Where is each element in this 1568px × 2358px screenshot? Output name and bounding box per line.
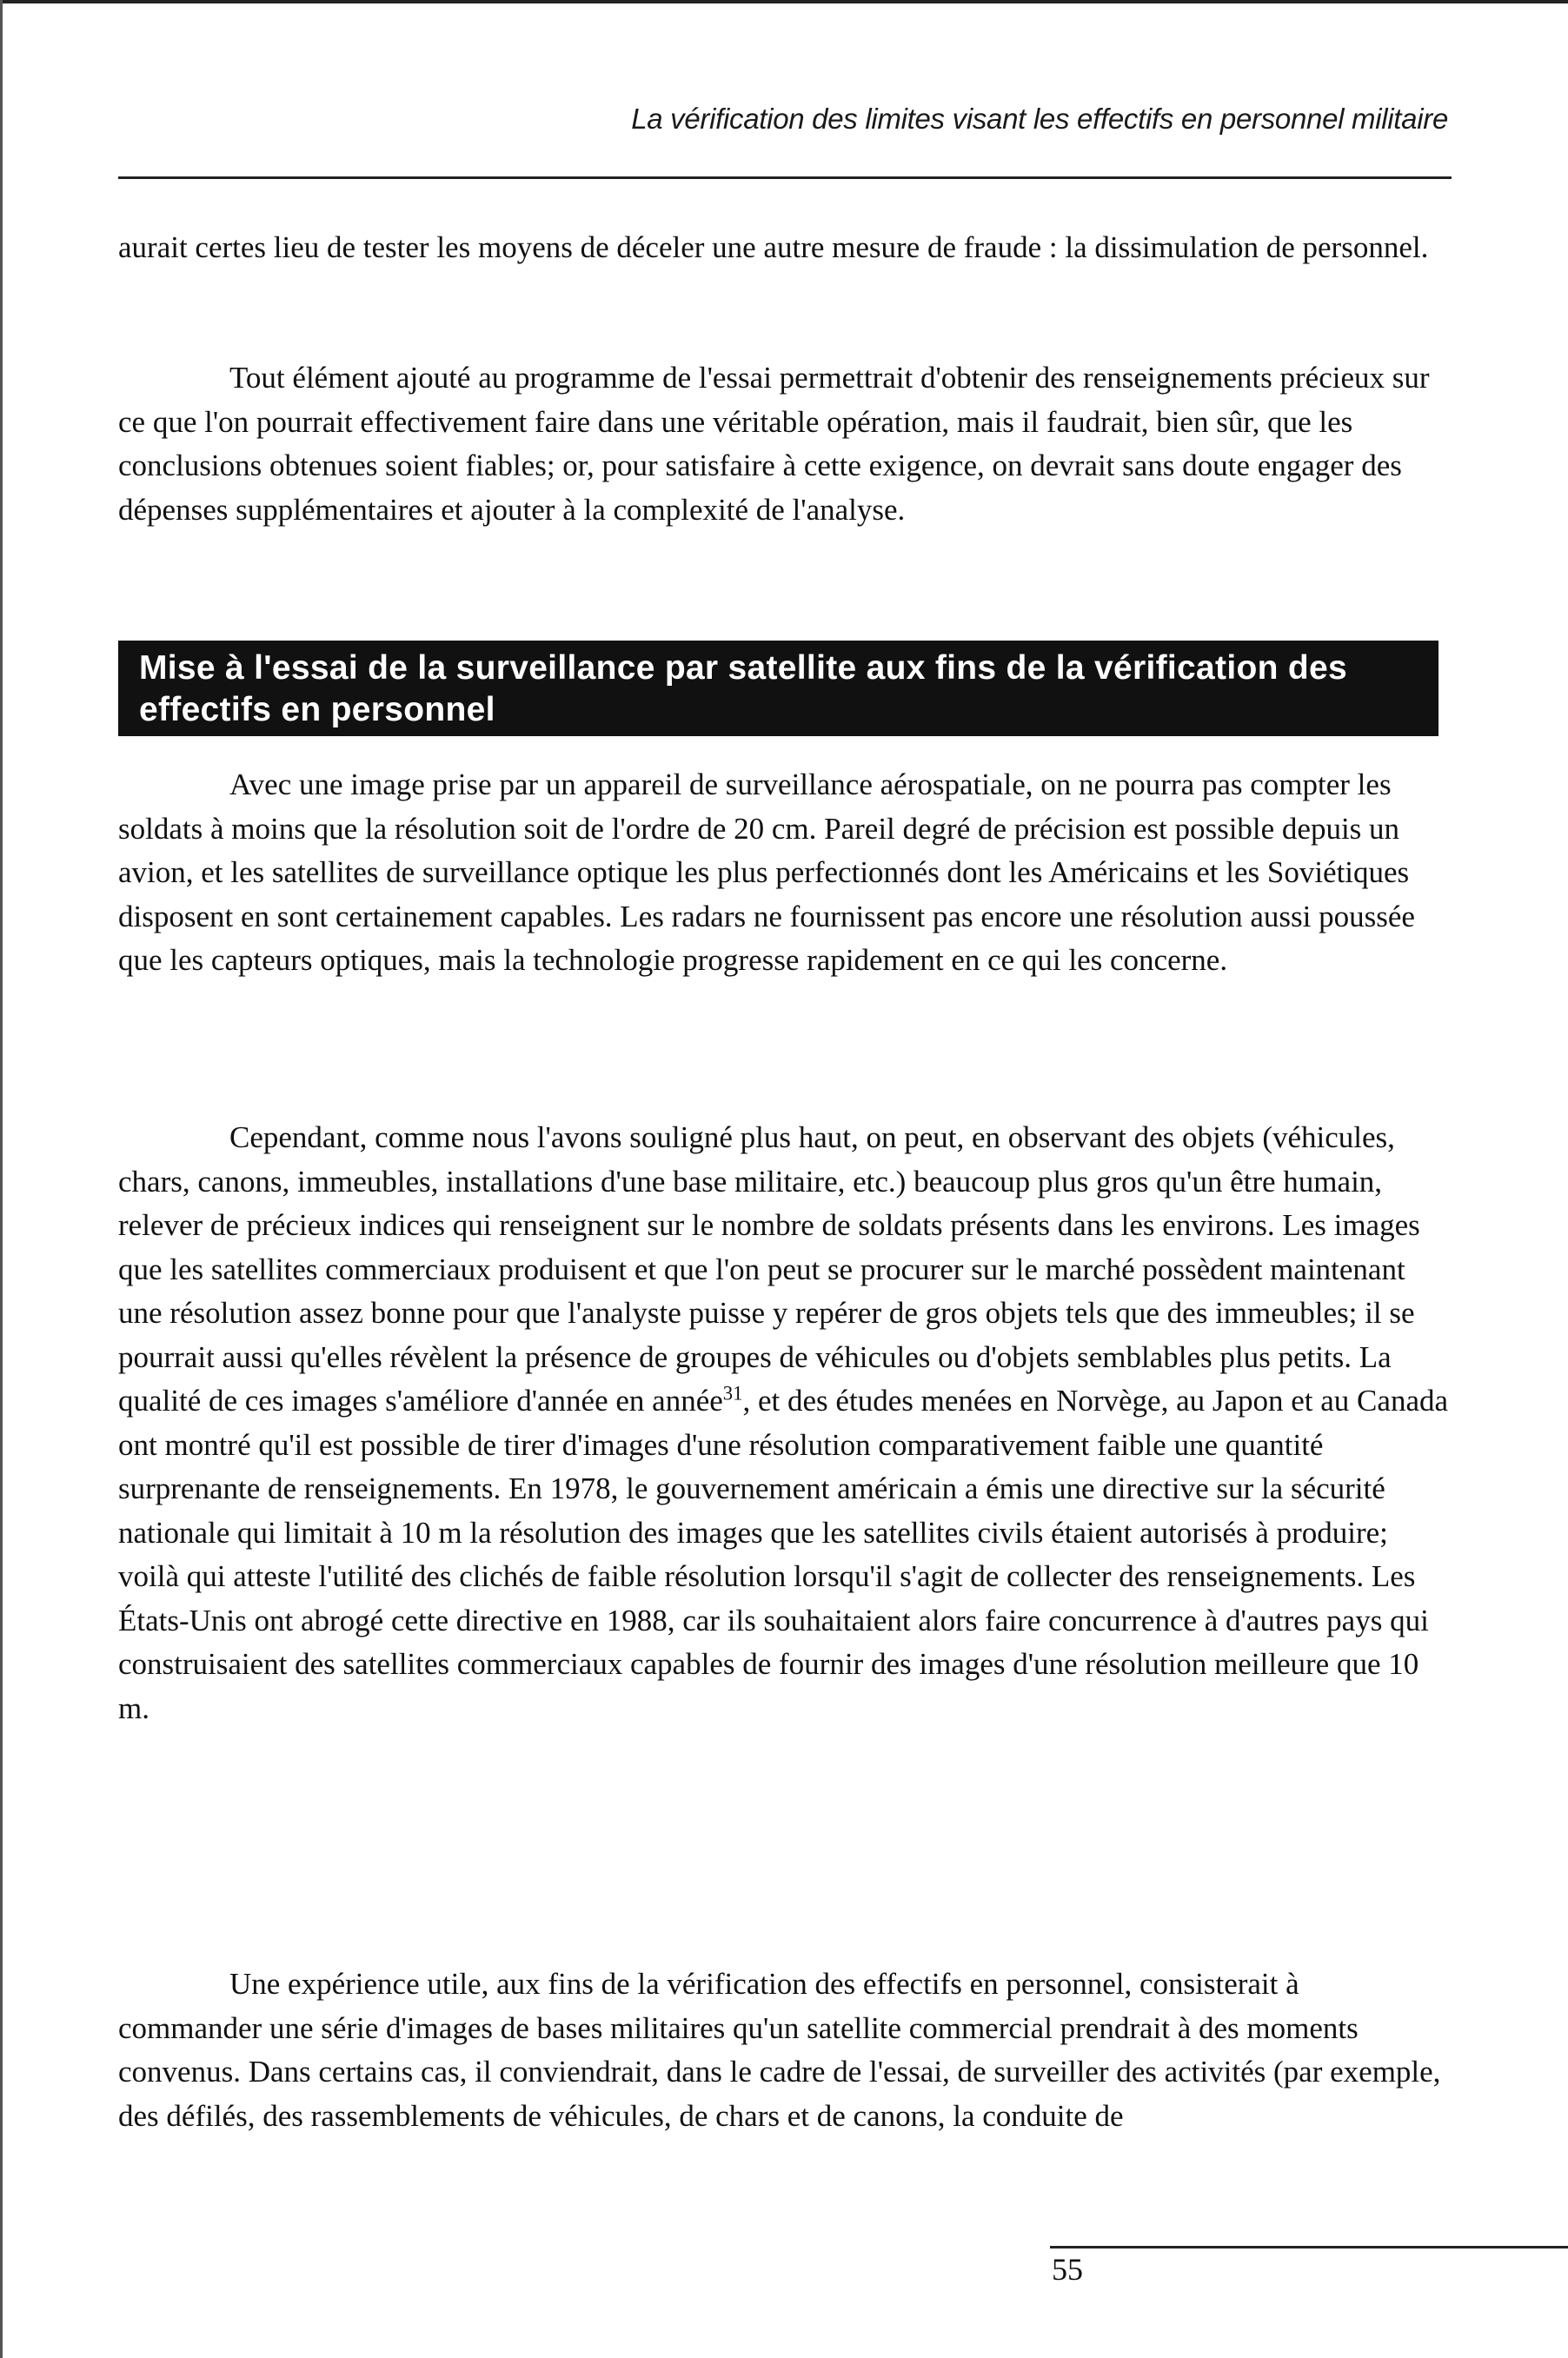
footer-divider: [1050, 2246, 1568, 2248]
top-border: [0, 0, 1568, 3]
paragraph-essai: Tout élément ajouté au programme de l'essai permettrait d'obtenir des renseignements précieux sur ce que l'on pourrait effectivement faire dans une véritable opération, mais il faudrait, bien sûr, que les conclusions obtenues soient fiables; or, pour satisfaire à cette exigence, on devrait sans doute engager des dépenses supplémentaires et ajouter à la complexité de l'analyse.: [118, 361, 1430, 527]
page-number: 55: [1052, 2252, 1083, 2287]
footnote-ref: 31: [722, 1382, 743, 1405]
paragraph-experience: Une expérience utile, aux fins de la vérification des effectifs en personnel, consisterait à commander une série d'images de bases militaires qu'un satellite commercial prendrait à des moments convenus. Dans certains cas, il conviendrait, dans le cadre de l'essai, de surveiller des activités (par exemple, des défilés, des rassemblements de véhicules, de chars et de canons, la conduite de: [118, 1967, 1441, 2133]
running-header: La vérification des limites visant les effectifs en personnel militaire: [631, 103, 1448, 135]
paragraph-satellites-commerciaux: [118, 1116, 1448, 1730]
paragraph-text-part2: , et des études menées en Norvège, au Japon et au Canada ont montré qu'il est possible de tirer d'images d'une résolution comparativement faible une quantité surprenante de renseignements. En 1978, le gouvernement américain a émis une directive sur la sécurité nationale qui limitait à 10 m la résolution des images que les satellites civils étaient autorisés à produire; voilà qui atteste l'utilité des clichés de faible résolution lorsqu'il s'agit de collecter des renseignements. Les États-Unis ont abrogé cette directive en 1988, car ils souhaitaient alors faire concurrence à d'autres pays qui construisaient des satellites commerciaux capables de fournir des images d'une résolution meilleure que 10 m.: [118, 1384, 1449, 1725]
header-divider: [118, 176, 1452, 179]
section-heading: Mise à l'essai de la surveillance par satellite aux fins de la vérification des effectifs en personnel: [118, 641, 1438, 736]
paragraph-continuation: aurait certes lieu de tester les moyens de déceler une autre mesure de fraude : la dissimulation de personnel.: [118, 230, 1429, 264]
left-border: [0, 0, 3, 2358]
paragraph-resolution: Avec une image prise par un appareil de surveillance aérospatiale, on ne pourra pas compter les soldats à moins que la résolution soit de l'ordre de 20 cm. Pareil degré de précision est possible depuis un avion, et les satellites de surveillance optique les plus perfectionnés dont les Américains et les Soviétiques disposent en sont certainement capables. Les radars ne fournissent pas encore une résolution aussi poussée que les capteurs optiques, mais la technologie progresse rapidement en ce qui les concerne.: [118, 767, 1415, 977]
paragraph-text-part1: Cependant, comme nous l'avons souligné plus haut, on peut, en observant des objets (véhicules, chars, canons, immeubles, installations d'une base militaire, etc.) beaucoup plus gros qu'un être humain, relever de précieux indices qui renseignent sur le nombre de soldats présents dans les environs. Les images que les satellites commerciaux produisent et que l'on peut se procurer sur le marché possèdent maintenant une résolution assez bonne pour que l'analyste puisse y repérer de gros objets tels que des immeubles; il se pourrait aussi qu'elles révèlent la présence de groupes de véhicules ou d'objets semblables plus petits. La qualité de ces images s'améliore d'année en année: [118, 1120, 1420, 1418]
